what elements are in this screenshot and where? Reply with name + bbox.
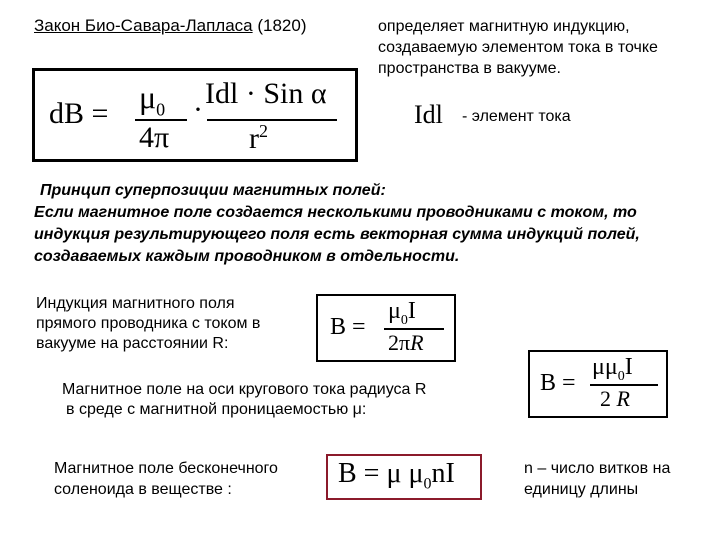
- formula-dot: ·: [193, 93, 203, 126]
- formula-idl-sin: Idl · Sin α: [205, 77, 327, 110]
- superposition-block: [34, 180, 694, 268]
- sw-lhs: B =: [330, 314, 366, 340]
- formula-r2: $r^2$: [249, 121, 268, 155]
- sw-num: $\mu_0I$: [388, 298, 416, 328]
- straight-wire-text: Индукция магнитного поля прямого проводника с током в вакууме на расстоянии R:: [36, 295, 261, 352]
- biot-savart-formula-box: [32, 68, 358, 162]
- solenoid-note: n – число витков на единицу длины: [524, 460, 671, 498]
- formula-4pi: 4π: [139, 121, 170, 154]
- superposition-text: Если магнитное поле создается несколькими проводниками с током, то индукция результирующего поля есть векторная сумма индукций полей, создаваемых каждым проводником в отдельности.: [34, 204, 640, 265]
- sw-den: 2πR: [388, 330, 424, 355]
- cc-lhs: B =: [540, 370, 576, 396]
- formula-mu: $\mu_0$: [139, 79, 166, 120]
- superposition-heading: Принцип суперпозиции магнитных полей:: [40, 182, 386, 199]
- law-description: определяет магнитную индукцию, создаваемую элементом тока в точке пространства в вакууме.: [378, 18, 658, 77]
- law-name: Закон Био-Савара-Лапласа: [34, 16, 253, 35]
- circular-current-formula-box: [528, 350, 668, 418]
- cc-num: $\mu\mu_0I$: [592, 354, 633, 384]
- fraction-line-2: [207, 119, 337, 121]
- law-year: (1820): [257, 16, 307, 35]
- sol-formula: B = μ $\mu_0nI$: [338, 458, 455, 493]
- formula-lhs: dB =: [49, 97, 109, 130]
- cc-den: 2 R: [600, 386, 630, 411]
- circular-line-2: в среде с магнитной проницаемостью μ:: [66, 401, 367, 418]
- law-title: [34, 16, 307, 36]
- circular-current-text: [62, 380, 502, 420]
- idl-symbol: Idl: [414, 100, 443, 129]
- solenoid-formula-box: [326, 454, 482, 500]
- straight-wire-formula-box: [316, 294, 456, 362]
- circular-line-1: Магнитное поле на оси кругового тока радиуса R: [62, 381, 427, 398]
- solenoid-text: Магнитное поле бесконечного соленоида в веществе :: [54, 460, 278, 498]
- idl-description: - элемент тока: [462, 108, 571, 125]
